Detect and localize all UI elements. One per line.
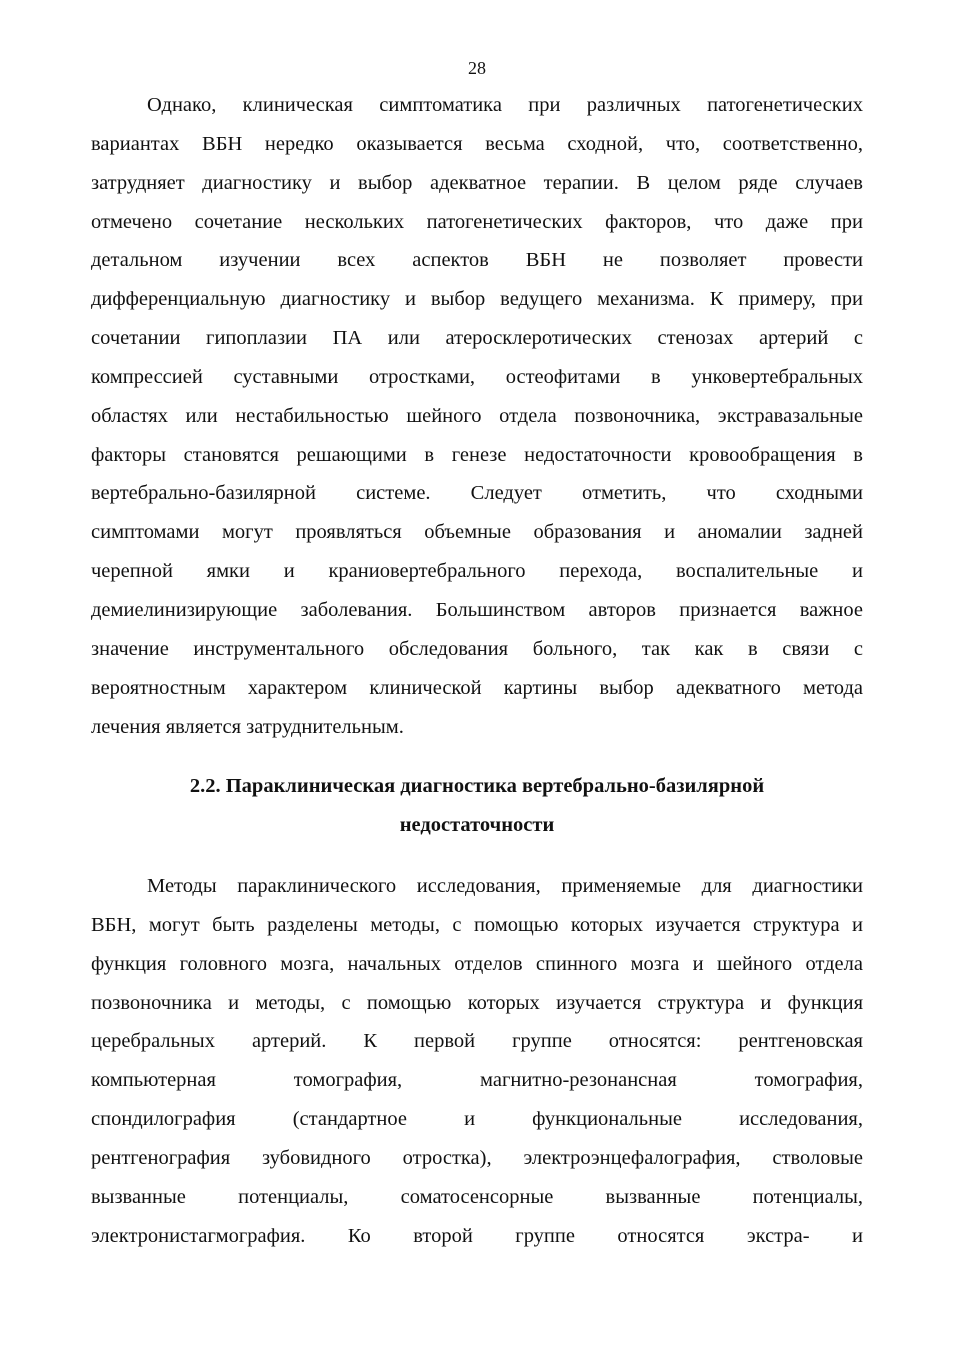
text-line: лечения является затруднительным. — [91, 715, 404, 738]
text-line: детальном изучении всех аспектов ВБН не позволяет провести — [91, 249, 863, 272]
text-line: областях или нестабильностью шейного отдела позвоночника, экстравазальные — [91, 404, 863, 427]
section-heading-line-1: 2.2. Параклиническая диагностика вертебрально-базилярной — [189, 775, 765, 797]
text-line: функция головного мозга, начальных отделов спинного мозга и шейного отдела — [91, 952, 863, 975]
text-line: электронистагмография. Ко второй группе относятся экстра- и — [91, 1224, 863, 1247]
text-line: Однако, клиническая симптоматика при различных патогенетических — [147, 94, 863, 116]
text-line: сочетании гипоплазии ПА или атеросклеротических стенозах артерий с — [91, 327, 863, 350]
text-line: компрессией суставными отростками, остеофитами в унковертебральных — [91, 365, 863, 388]
text-line: церебральных артерий. К первой группе относятся: рентгеновская — [91, 1030, 863, 1053]
text-line: затрудняет диагностику и выбор адекватное терапии. В целом ряде случаев — [91, 171, 863, 194]
text-line: демиелинизирующие заболевания. Большинством авторов признается важное — [91, 598, 863, 621]
text-line: позвоночника и методы, с помощью которых изучается структура и функция — [91, 991, 863, 1014]
text-line: ВБН, могут быть разделены методы, с помощью которых изучается структура и — [91, 913, 863, 936]
text-line: вероятностным характером клинической картины выбор адекватного метода — [91, 676, 863, 699]
text-line: дифференциальную диагностику и выбор ведущего механизма. К примеру, при — [91, 288, 863, 311]
paragraph-1 — [91, 86, 863, 746]
text-line: отмечено сочетание нескольких патогенетических факторов, что даже при — [91, 210, 863, 233]
section-heading-line-2: недостаточности — [399, 814, 555, 836]
text-line: вызванные потенциалы, соматосенсорные вызванные потенциалы, — [91, 1185, 863, 1208]
page-number: 28 — [468, 58, 486, 78]
text-line: компьютерная томография, магнитно-резонансная томография, — [91, 1069, 863, 1092]
text-line: рентгенография зубовидного отростка), электроэнцефалография, стволовые — [91, 1146, 863, 1169]
text-line: симптомами могут проявляться объемные образования и аномалии задней — [91, 521, 863, 544]
text-line: значение инструментального обследования больного, так как в связи с — [91, 637, 863, 660]
text-line: спондилография (стандартное и функциональные исследования, — [91, 1108, 863, 1131]
paragraph-2 — [91, 867, 863, 1255]
text-line: вариантах ВБН нередко оказывается весьма сходной, что, соответственно, — [91, 132, 863, 155]
text-line: черепной ямки и краниовертебрального перехода, воспалительные и — [91, 560, 863, 583]
text-line: вертебрально-базилярной системе. Следует отметить, что сходными — [91, 482, 863, 505]
text-line: факторы становятся решающими в генезе недостаточности кровообращения в — [91, 443, 863, 466]
section-heading — [91, 767, 863, 845]
text-line: Методы параклинического исследования, применяемые для диагностики — [147, 875, 863, 897]
